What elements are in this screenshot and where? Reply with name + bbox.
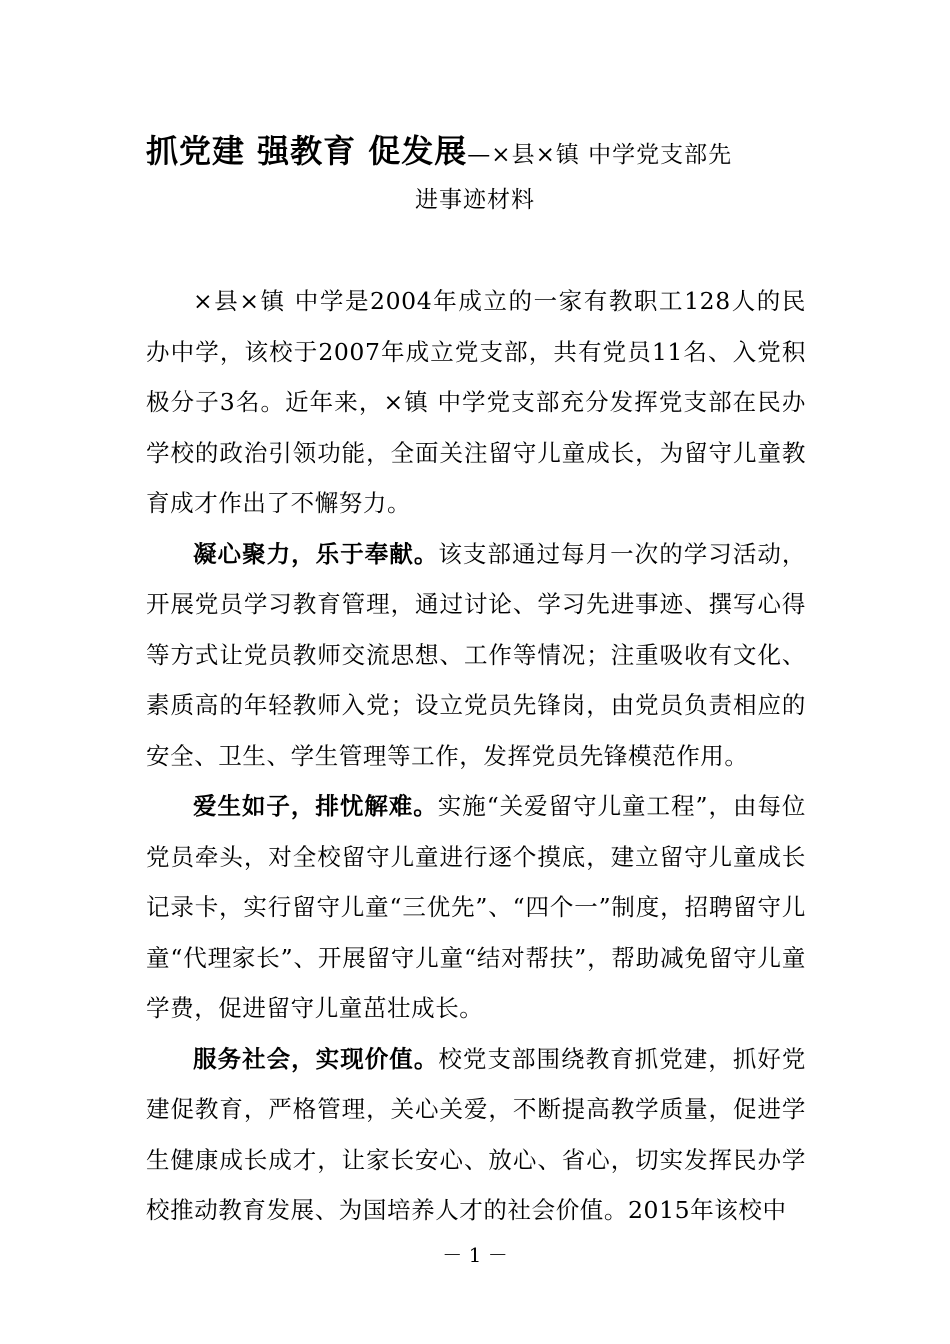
paragraph-text: ×县×镇 中学是2004年成立的一家有教职工128人的民办中学，该校于2007年成立党支部，共有党员11名、入党积极分子3名。近年来，×镇 中学党支部充分发挥党支部在民办学校的政治引领功能，全面关注留守儿童成长，为留守儿童教育成才作出了不懈努力。 — [146, 287, 806, 517]
paragraph-lead: 服务社会，实现价值。 — [193, 1044, 439, 1073]
title-main: 抓党建 强教育 促发展 — [146, 132, 468, 170]
paragraph-care — [146, 781, 806, 1034]
paragraph-lead: 凝心聚力，乐于奉献。 — [193, 539, 439, 568]
title-subtitle: —×县×镇 中学党支部先 — [467, 142, 733, 168]
paragraph-text: 校党支部围绕教育抓党建，抓好党建促教育，严格管理，关心关爱，不断提高教学质量，促进学生健康成长成才，让家长安心、放心、省心，切实发挥民办学校推动教育发展、为国培养人才的社会价值。2015年该校中 — [146, 1044, 806, 1224]
document-body — [146, 276, 806, 1236]
paragraph-lead: 爱生如子，排忧解难。 — [193, 792, 438, 820]
document-title — [146, 127, 826, 181]
title-continuation: 进事迹材料 — [415, 187, 535, 213]
paragraph-service — [146, 1034, 806, 1236]
page-number: － 1 － — [442, 1243, 508, 1267]
paragraph-text: 实施“关爱留守儿童工程”，由每位党员牵头，对全校留守儿童进行逐个摸底，建立留守儿童成长记录卡，实行留守儿童“三优先”、“四个一”制度，招聘留守儿童“代理家长”、开展留守儿童“结对帮扶”，帮助减免留守儿童学费，促进留守儿童茁壮成长。 — [146, 792, 806, 1022]
paragraph-text: 该支部通过每月一次的学习活动，开展党员学习教育管理，通过讨论、学习先进事迹、撰写心得等方式让党员教师交流思想、工作等情况；注重吸收有文化、素质高的年轻教师入党；设立党员先锋岗，由党员负责相应的安全、卫生、学生管理等工作，发挥党员先锋模范作用。 — [146, 539, 806, 770]
paragraph-cohesion — [146, 529, 806, 782]
paragraph-intro — [146, 276, 806, 529]
